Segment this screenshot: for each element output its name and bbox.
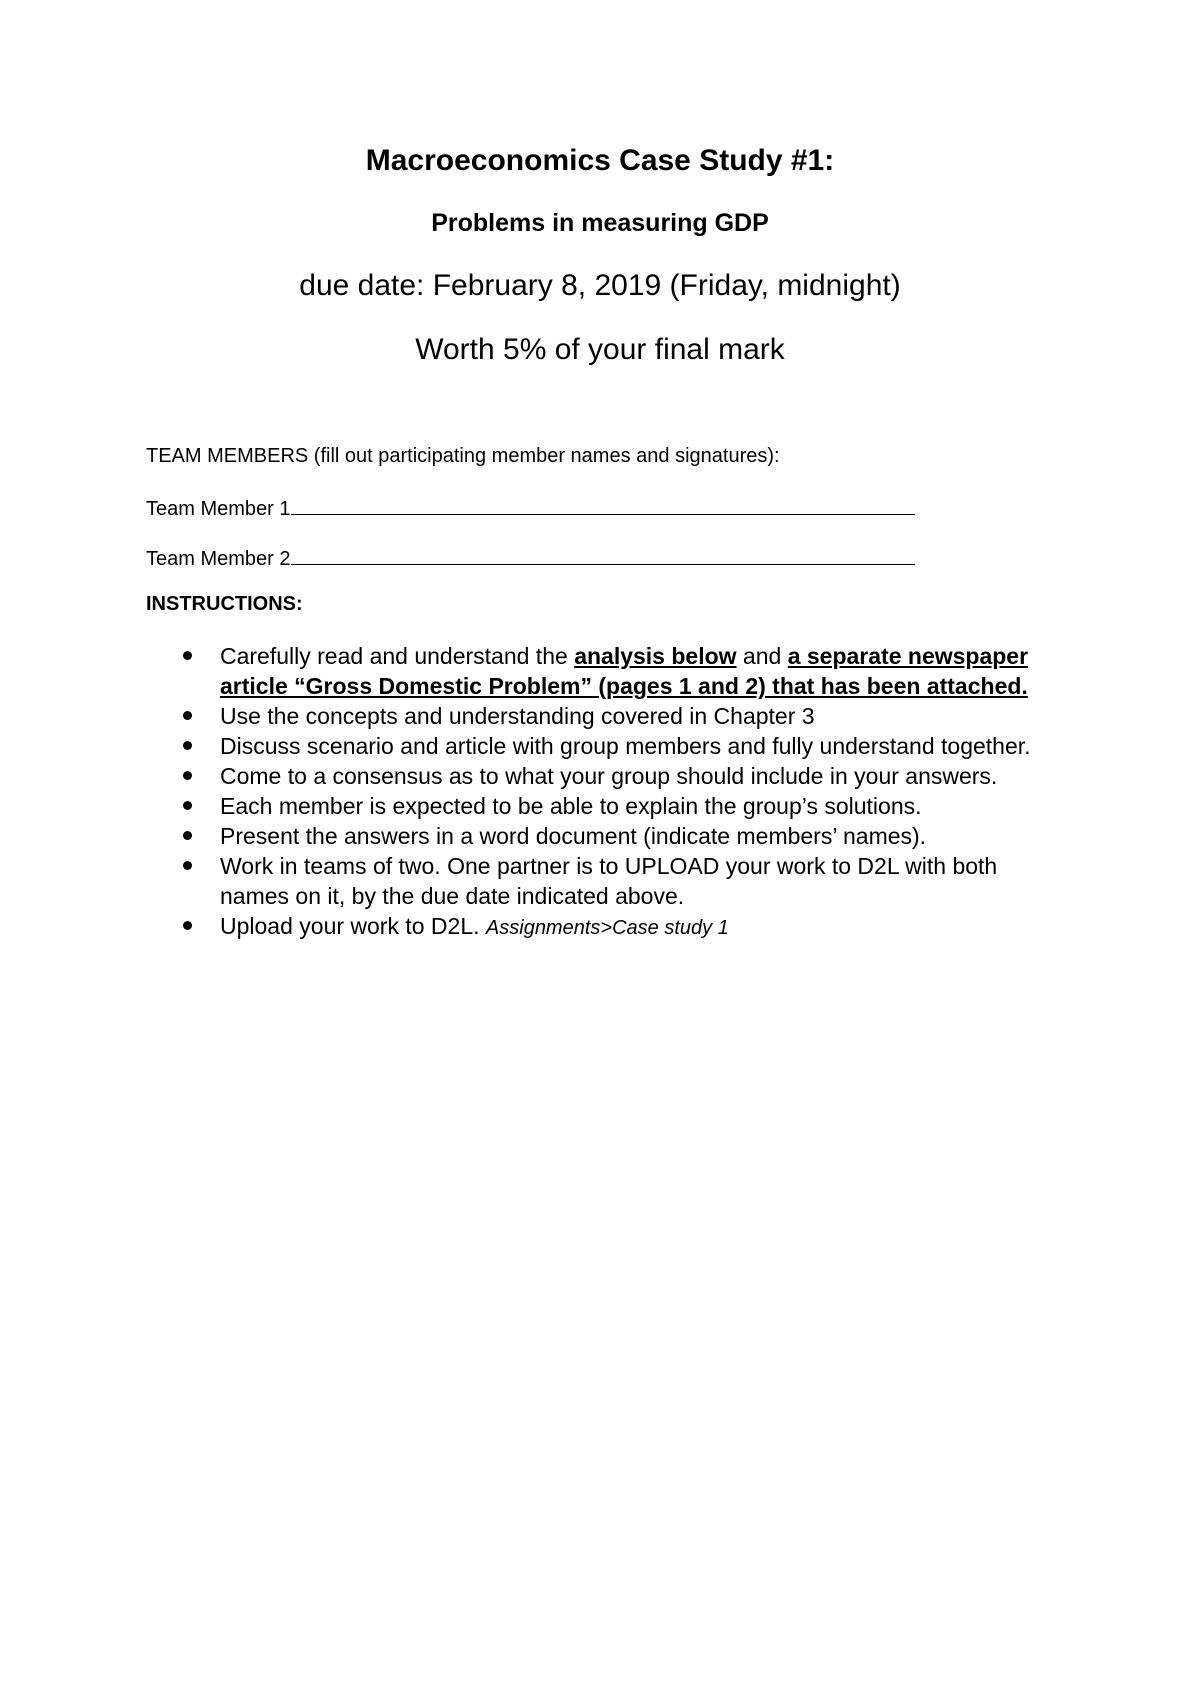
bullet-icon — [183, 861, 192, 870]
list-item — [178, 641, 1058, 701]
list-item — [178, 701, 1058, 731]
instruction-text: Each member is expected to be able to explain the group’s solutions. — [220, 793, 922, 819]
instruction-text: Upload your work to D2L. — [220, 913, 486, 939]
document-title: Macroeconomics Case Study #1: — [365, 144, 835, 177]
list-item — [178, 791, 1058, 821]
bullet-icon — [183, 771, 192, 780]
bullet-icon — [183, 651, 192, 660]
instructions-heading: INSTRUCTIONS: — [146, 593, 303, 615]
list-item — [178, 851, 1058, 911]
bullet-icon — [183, 801, 192, 810]
team-member-2-label: Team Member 2 — [146, 548, 291, 570]
instruction-text: Work in teams of two. One partner is to UPLOAD your work to D2L with both names on it, by the due date indicated above. — [220, 853, 998, 909]
instruction-text: Carefully read and understand the — [220, 643, 575, 669]
list-item — [178, 761, 1058, 791]
due-date: due date: February 8, 2019 (Friday, midnight) — [299, 269, 901, 302]
instruction-text: Present the answers in a word document (indicate members’ names). — [220, 823, 927, 849]
analysis-below-text: analysis below — [574, 643, 737, 669]
team-member-1-blank[interactable] — [291, 494, 915, 515]
grade-weight: Worth 5% of your final mark — [415, 333, 785, 366]
bullet-icon — [183, 741, 192, 750]
instruction-text: Use the concepts and understanding covered in Chapter 3 — [220, 703, 815, 729]
instruction-text: Discuss scenario and article with group members and fully understand together. — [220, 733, 1031, 759]
newspaper-article-text: a separate newspaper article “Gross Domestic Problem” (pages 1 and 2) that has been attached. — [220, 643, 1029, 699]
list-item — [178, 911, 1058, 943]
document-subtitle: Problems in measuring GDP — [431, 209, 769, 237]
instruction-text: Come to a consensus as to what your group should include in your answers. — [220, 763, 998, 789]
team-member-2-blank[interactable] — [291, 544, 915, 565]
bullet-icon — [183, 831, 192, 840]
team-member-2-row — [146, 544, 915, 571]
instruction-text: and — [736, 643, 788, 669]
team-member-1-label: Team Member 1 — [146, 498, 291, 520]
upload-path: Assignments>Case study 1 — [485, 917, 729, 939]
team-members-heading: TEAM MEMBERS (fill out participating member names and signatures): — [146, 445, 780, 467]
list-item — [178, 731, 1058, 761]
list-item — [178, 821, 1058, 851]
bullet-icon — [183, 921, 192, 930]
team-member-1-row — [146, 494, 915, 521]
instructions-list — [178, 641, 1058, 943]
bullet-icon — [183, 711, 192, 720]
